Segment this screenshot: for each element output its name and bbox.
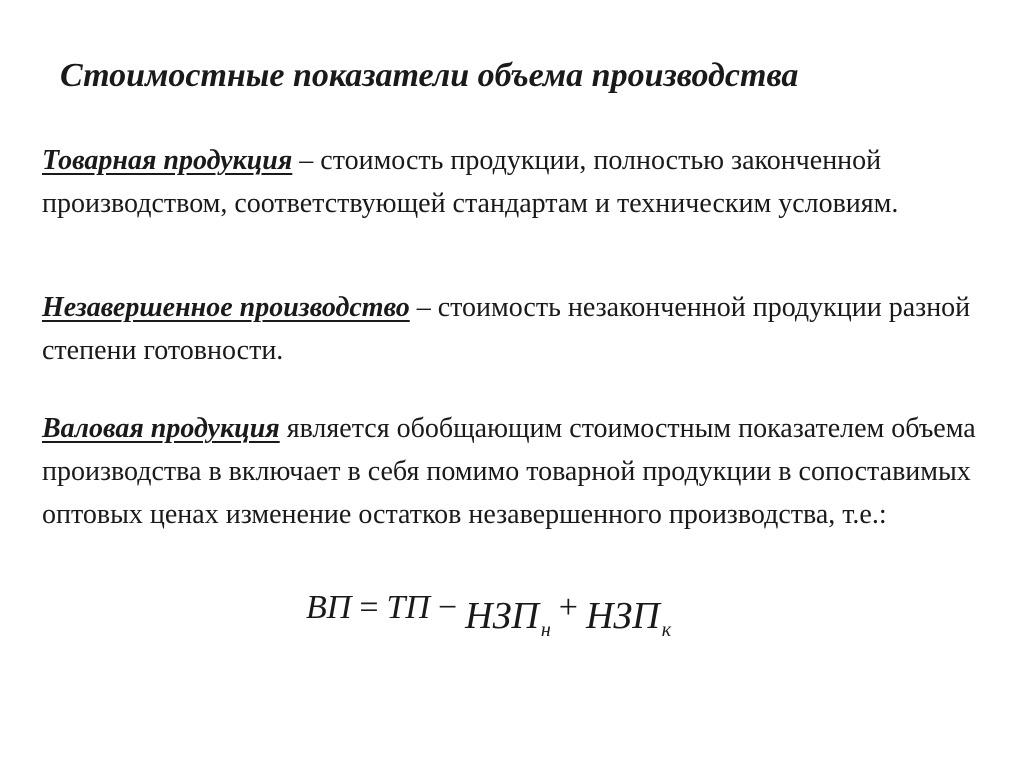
formula-equals: =	[359, 589, 379, 626]
definition-text: является обобщающим стоимостным показателем объема производства в включает в себя помимо товарной продукции в сопоставимых оптовых ценах изменение остатков незавершенного производства, т.е.:	[42, 413, 976, 530]
formula-nzp-start: НЗП	[465, 595, 539, 637]
formula-sub-end: к	[661, 619, 672, 641]
definition-text: – стоимость незаконченной продукции разной степени готовности.	[42, 292, 971, 366]
formula-tp: ТП	[386, 589, 430, 626]
term-work-in-progress: Незавершенное производство	[42, 292, 410, 323]
definition-commodity-output	[42, 139, 992, 225]
formula-plus: +	[558, 589, 578, 626]
formula-minus: −	[437, 589, 458, 626]
definition-text: – стоимость продукции, полностью законченной производством, соответствующей стандартам и техническим условиям.	[42, 145, 899, 219]
term-gross-output: Валовая продукция	[42, 413, 280, 444]
formula-sub-start: н	[540, 619, 551, 641]
term-commodity-output: Товарная продукция	[42, 145, 293, 176]
slide-title: Стоимостные показатели объема производства	[60, 57, 799, 94]
gross-output-formula	[306, 586, 671, 646]
definition-work-in-progress	[42, 286, 992, 372]
definition-gross-output	[42, 407, 992, 536]
formula-nzp-end: НЗП	[585, 595, 660, 637]
formula-lhs: ВП	[306, 589, 352, 626]
